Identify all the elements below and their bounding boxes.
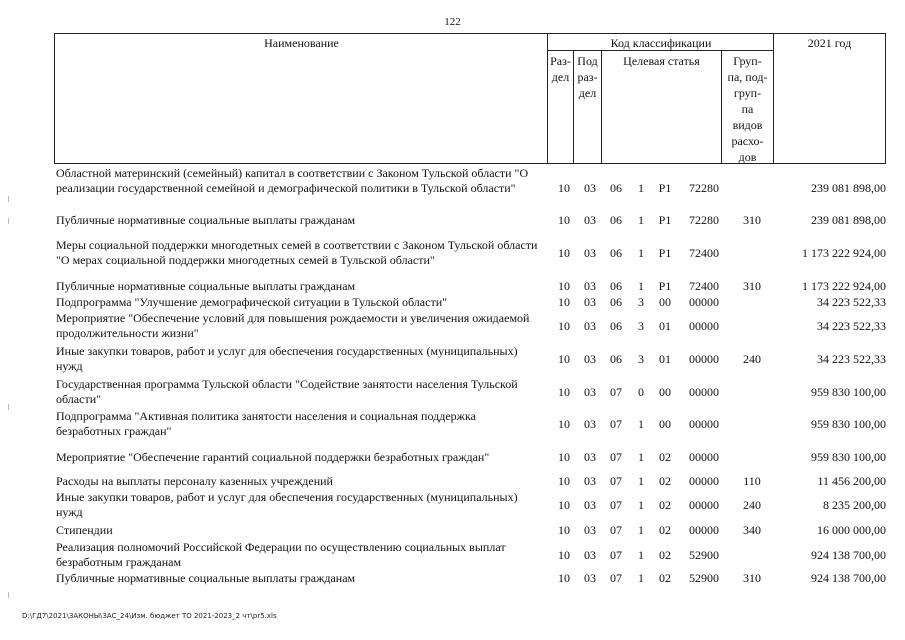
page-number: 122 bbox=[444, 16, 461, 28]
row-razdel: 10 bbox=[558, 450, 570, 464]
margin-mark bbox=[8, 592, 9, 598]
row-target-3: 02 bbox=[659, 474, 671, 488]
row-target-1: 07 bbox=[610, 417, 622, 431]
row-target-2: 1 bbox=[638, 571, 644, 585]
row-group: 310 bbox=[743, 571, 761, 585]
row-razdel: 10 bbox=[558, 474, 570, 488]
row-target-4: 00000 bbox=[689, 450, 719, 464]
row-group: 110 bbox=[743, 474, 761, 488]
header-razdel: Раз- дел bbox=[550, 54, 571, 84]
row-podrazdel: 03 bbox=[584, 213, 596, 227]
margin-mark bbox=[8, 196, 9, 202]
row-target-2: 0 bbox=[638, 385, 644, 399]
row-target-4: 72280 bbox=[689, 181, 719, 195]
row-target-3: Р1 bbox=[658, 181, 672, 195]
header-target: Целевая статья bbox=[623, 54, 700, 68]
row-razdel: 10 bbox=[558, 385, 570, 399]
row-target-1: 07 bbox=[610, 450, 622, 464]
row-name: Государственная программа Тульской области "Содействие занятости населения Тульской области" bbox=[56, 377, 518, 406]
row-target-1: 06 bbox=[610, 213, 622, 227]
row-target-1: 06 bbox=[610, 181, 622, 195]
row-target-3: 02 bbox=[659, 571, 671, 585]
row-podrazdel: 03 bbox=[584, 246, 596, 260]
row-name: Подпрограмма "Активная политика занятости населения и социальная поддержка безработных граждан" bbox=[56, 409, 476, 438]
row-target-3: 00 bbox=[659, 417, 671, 431]
row-target-2: 1 bbox=[638, 181, 644, 195]
row-target-4: 00000 bbox=[689, 295, 719, 309]
row-amount: 924 138 700,00 bbox=[811, 548, 886, 562]
row-target-1: 06 bbox=[610, 352, 622, 366]
row-target-2: 1 bbox=[638, 548, 644, 562]
row-name: Иные закупки товаров, работ и услуг для обеспечения государственных (муниципальных) нужд bbox=[56, 490, 518, 519]
header-year: 2021 год bbox=[807, 36, 852, 50]
row-target-3: 02 bbox=[659, 498, 671, 512]
row-razdel: 10 bbox=[558, 181, 570, 195]
row-razdel: 10 bbox=[558, 548, 570, 562]
row-target-2: 1 bbox=[638, 498, 644, 512]
row-target-2: 1 bbox=[638, 213, 644, 227]
row-podrazdel: 03 bbox=[584, 498, 596, 512]
row-name: Реализация полномочий Российской Федерации по осуществлению социальных выплат безработным гражданам bbox=[56, 540, 506, 569]
row-target-4: 00000 bbox=[689, 498, 719, 512]
row-target-3: 02 bbox=[659, 450, 671, 464]
row-target-3: Р1 bbox=[658, 246, 672, 260]
row-target-4: 00000 bbox=[689, 352, 719, 366]
row-target-4: 52900 bbox=[689, 548, 719, 562]
row-target-4: 00000 bbox=[689, 417, 719, 431]
header-group: Груп- па, под- груп- па видов расхо- дов bbox=[727, 54, 768, 164]
row-target-4: 00000 bbox=[689, 319, 719, 333]
row-podrazdel: 03 bbox=[584, 319, 596, 333]
row-amount: 959 830 100,00 bbox=[811, 450, 886, 464]
row-target-3: 00 bbox=[659, 385, 671, 399]
row-target-1: 07 bbox=[610, 385, 622, 399]
header-classification: Код классификации bbox=[610, 36, 712, 50]
row-target-4: 00000 bbox=[689, 385, 719, 399]
table-header bbox=[54, 33, 886, 164]
row-target-2: 1 bbox=[638, 450, 644, 464]
row-name: Меры социальной поддержки многодетных семей в соответствии с Законом Тульской области "О мерах социальной поддержки многодетных семей в Тульской области" bbox=[56, 238, 538, 267]
row-group: 340 bbox=[743, 523, 761, 537]
row-name: Областной материнский (семейный) капитал в соответствии с Законом Тульской области "О реализации государственной семейной и демографической политики в Тульской области" bbox=[56, 166, 529, 195]
row-razdel: 10 bbox=[558, 295, 570, 309]
row-podrazdel: 03 bbox=[584, 352, 596, 366]
row-razdel: 10 bbox=[558, 571, 570, 585]
row-target-1: 07 bbox=[610, 498, 622, 512]
row-name: Подпрограмма "Улучшение демографической ситуации в Тульской области" bbox=[56, 295, 448, 309]
row-amount: 239 081 898,00 bbox=[811, 213, 886, 227]
row-target-3: 01 bbox=[659, 352, 671, 366]
header-name: Наименование bbox=[264, 36, 339, 50]
row-target-2: 1 bbox=[638, 523, 644, 537]
row-podrazdel: 03 bbox=[584, 279, 596, 293]
row-name: Иные закупки товаров, работ и услуг для обеспечения государственных (муниципальных) нужд bbox=[56, 344, 518, 373]
row-name: Мероприятие "Обеспечение условий для повышения рождаемости и увеличения ожидаемой продолжительности жизни" bbox=[56, 311, 530, 340]
row-target-1: 07 bbox=[610, 571, 622, 585]
row-target-4: 72400 bbox=[689, 246, 719, 260]
row-amount: 34 223 522,33 bbox=[817, 352, 886, 366]
row-amount: 34 223 522,33 bbox=[817, 295, 886, 309]
row-target-2: 1 bbox=[638, 279, 644, 293]
row-target-1: 07 bbox=[610, 474, 622, 488]
row-podrazdel: 03 bbox=[584, 523, 596, 537]
header-podrazdel: Под раз- дел bbox=[577, 54, 598, 100]
row-target-2: 3 bbox=[638, 319, 644, 333]
row-target-2: 1 bbox=[638, 474, 644, 488]
row-podrazdel: 03 bbox=[584, 450, 596, 464]
row-target-4: 72280 bbox=[689, 213, 719, 227]
row-amount: 1 173 222 924,00 bbox=[802, 246, 886, 260]
row-name: Стипендии bbox=[56, 523, 113, 537]
row-target-2: 3 bbox=[638, 295, 644, 309]
row-target-3: 00 bbox=[659, 295, 671, 309]
row-group: 310 bbox=[743, 279, 761, 293]
row-group: 240 bbox=[743, 352, 761, 366]
row-podrazdel: 03 bbox=[584, 571, 596, 585]
row-name: Публичные нормативные социальные выплаты гражданам bbox=[56, 571, 356, 585]
row-target-1: 07 bbox=[610, 523, 622, 537]
row-razdel: 10 bbox=[558, 213, 570, 227]
row-target-2: 1 bbox=[638, 417, 644, 431]
row-razdel: 10 bbox=[558, 319, 570, 333]
row-amount: 959 830 100,00 bbox=[811, 417, 886, 431]
row-podrazdel: 03 bbox=[584, 474, 596, 488]
row-target-1: 06 bbox=[610, 279, 622, 293]
row-amount: 11 456 200,00 bbox=[817, 474, 886, 488]
row-amount: 1 173 222 924,00 bbox=[802, 279, 886, 293]
row-podrazdel: 03 bbox=[584, 548, 596, 562]
row-name: Мероприятие "Обеспечение гарантий социальной поддержки безработных граждан" bbox=[56, 450, 490, 464]
row-target-1: 07 bbox=[610, 548, 622, 562]
row-amount: 34 223 522,33 bbox=[817, 319, 886, 333]
row-target-1: 06 bbox=[610, 295, 622, 309]
row-name: Расходы на выплаты персоналу казенных учреждений bbox=[56, 474, 333, 488]
row-amount: 8 235 200,00 bbox=[823, 498, 886, 512]
row-group: 310 bbox=[743, 213, 761, 227]
row-podrazdel: 03 bbox=[584, 295, 596, 309]
row-amount: 959 830 100,00 bbox=[811, 385, 886, 399]
row-target-3: Р1 bbox=[658, 279, 672, 293]
row-razdel: 10 bbox=[558, 352, 570, 366]
row-target-4: 00000 bbox=[689, 523, 719, 537]
row-target-2: 3 bbox=[638, 352, 644, 366]
row-target-3: Р1 bbox=[658, 213, 672, 227]
row-target-4: 72400 bbox=[689, 279, 719, 293]
row-name: Публичные нормативные социальные выплаты гражданам bbox=[56, 279, 356, 293]
margin-mark bbox=[8, 218, 9, 224]
file-path-footer: D:\ГД7\2021\ЗАКОНЫ\ЗАС_24\Изм. бюджет ТО 2021-2023_2 чт\pr5.xls bbox=[22, 612, 277, 620]
row-name: Публичные нормативные социальные выплаты гражданам bbox=[56, 213, 356, 227]
row-target-4: 52900 bbox=[689, 571, 719, 585]
row-razdel: 10 bbox=[558, 246, 570, 260]
row-razdel: 10 bbox=[558, 523, 570, 537]
row-amount: 924 138 700,00 bbox=[811, 571, 886, 585]
row-target-3: 02 bbox=[659, 548, 671, 562]
row-group: 240 bbox=[743, 498, 761, 512]
row-target-1: 06 bbox=[610, 319, 622, 333]
row-target-3: 01 bbox=[659, 319, 671, 333]
row-podrazdel: 03 bbox=[584, 417, 596, 431]
row-podrazdel: 03 bbox=[584, 385, 596, 399]
row-target-2: 1 bbox=[638, 246, 644, 260]
margin-mark bbox=[8, 404, 9, 410]
row-target-3: 02 bbox=[659, 523, 671, 537]
row-razdel: 10 bbox=[558, 498, 570, 512]
row-amount: 239 081 898,00 bbox=[811, 181, 886, 195]
row-razdel: 10 bbox=[558, 279, 570, 293]
row-razdel: 10 bbox=[558, 417, 570, 431]
row-target-4: 00000 bbox=[689, 474, 719, 488]
row-amount: 16 000 000,00 bbox=[817, 523, 886, 537]
row-target-1: 06 bbox=[610, 246, 622, 260]
row-podrazdel: 03 bbox=[584, 181, 596, 195]
